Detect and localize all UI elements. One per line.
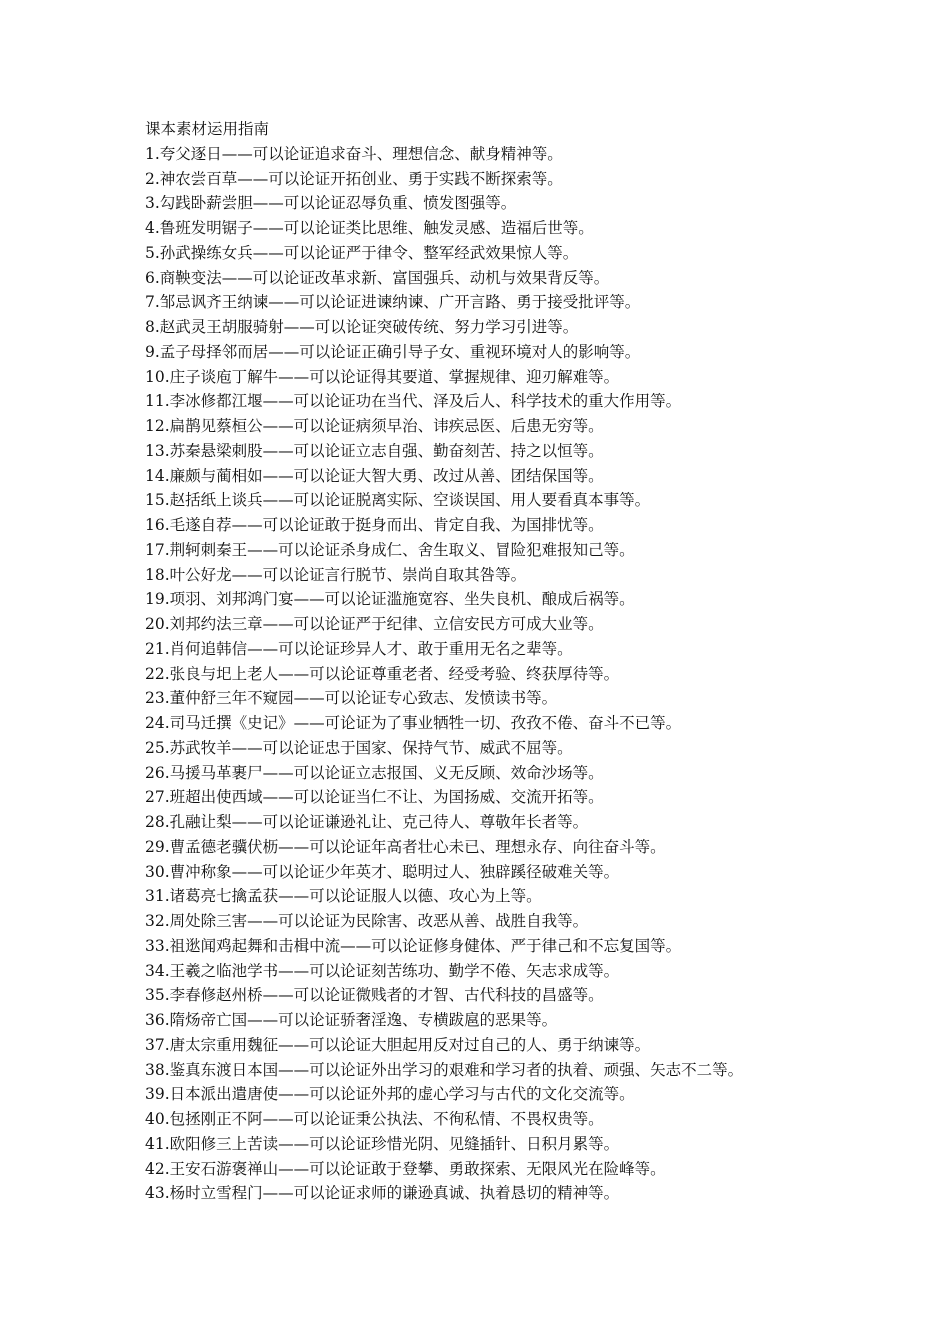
list-item: 5.孙武操练女兵——可以论证严于律令、整军经武效果惊人等。 [145, 243, 579, 262]
list-item: 29.曹孟德老骥伏枥——可以论证年高者壮心未已、理想永存、向往奋斗等。 [145, 837, 666, 856]
list-item: 27.班超出使西域——可以论证当仁不让、为国扬威、交流开拓等。 [145, 788, 604, 807]
list-item: 34.王羲之临池学书——可以论证刻苦练功、勤学不倦、矢志求成等。 [145, 961, 620, 980]
list-item: 19.项羽、刘邦鸿门宴——可以论证滥施宽容、坐失良机、酿成后祸等。 [145, 590, 635, 609]
list-item: 21.肖何追韩信——可以论证珍异人才、敢于重用无名之辈等。 [145, 639, 573, 658]
list-item: 40.包拯刚正不阿——可以论证秉公执法、不徇私情、不畏权贵等。 [145, 1110, 604, 1128]
list-item: 32.周处除三害——可以论证为民除害、改恶从善、战胜自我等。 [145, 912, 589, 930]
list-item: 15.赵括纸上谈兵——可以论证脱离实际、空谈误国、用人要看真本事等。 [145, 491, 651, 510]
document-body [145, 117, 845, 1206]
list-item: 23.董仲舒三年不窥园——可以论证专心致志、发愤读书等。 [145, 689, 558, 708]
list-item: 25.苏武牧羊——可以论证忠于国家、保持气节、威武不屈等。 [145, 738, 573, 757]
list-item: 20.刘邦约法三章——可以论证严于纪律、立信安民方可成大业等。 [145, 615, 604, 633]
list-item: 42.王安石游褒禅山——可以论证敢于登攀、勇敢探索、无限风光在险峰等。 [145, 1159, 666, 1178]
list-item: 12.扁鹊见蔡桓公——可以论证病须早治、讳疾忌医、后患无穷等。 [145, 417, 604, 435]
list-item: 26.马援马革裹尸——可以论证立志报国、义无反顾、效命沙场等。 [145, 763, 604, 782]
list-item: 11.李冰修都江堰——可以论证功在当代、泽及后人、科学技术的重大作用等。 [145, 392, 682, 411]
list-item: 41.欧阳修三上苦读——可以论证珍惜光阴、见缝插针、日积月累等。 [145, 1134, 620, 1153]
list-item: 43.杨时立雪程门——可以论证求师的谦逊真诚、执着恳切的精神等。 [145, 1184, 620, 1203]
list-item: 14.廉颇与蔺相如——可以论证大智大勇、改过从善、团结保国等。 [145, 466, 604, 485]
list-item: 37.唐太宗重用魏征——可以论证大胆起用反对过自己的人、勇于纳谏等。 [145, 1035, 651, 1054]
list-item: 2.神农尝百草——可以论证开拓创业、勇于实践不断探索等。 [145, 169, 563, 188]
list-item: 8.赵武灵王胡服骑射——可以论证突破传统、努力学习引进等。 [145, 318, 579, 336]
list-item: 35.李春修赵州桥——可以论证微贱者的才智、古代科技的昌盛等。 [145, 986, 604, 1005]
list-item: 36.隋炀帝亡国——可以论证骄奢淫逸、专横跋扈的恶果等。 [145, 1011, 558, 1029]
list-item: 16.毛遂自荐——可以论证敢于挺身而出、肯定自我、为国排忧等。 [145, 516, 604, 534]
list-item: 22.张良与圯上老人——可以论证尊重老者、经受考验、终获厚待等。 [145, 664, 620, 683]
list-item: 4.鲁班发明锯子——可以论证类比思维、触发灵感、造福后世等。 [145, 219, 594, 237]
list-item: 30.曹冲称象——可以论证少年英才、聪明过人、独辟蹊径破难关等。 [145, 862, 620, 881]
list-item: 39.日本派出遣唐使——可以论证外邦的虚心学习与古代的文化交流等。 [145, 1085, 635, 1104]
list-item: 24.司马迁撰《史记》——可论证为了事业牺牲一切、孜孜不倦、奋斗不已等。 [145, 714, 682, 732]
list-item: 38.鉴真东渡日本国——可以论证外出学习的艰难和学习者的执着、顽强、矢志不二等。 [145, 1060, 744, 1079]
list-item: 17.荆轲刺秦王——可以论证杀身成仁、舍生取义、冒险犯难报知己等。 [145, 540, 635, 559]
item-list [145, 142, 845, 1206]
list-item: 31.诸葛亮七擒孟获——可以论证服人以德、攻心为上等。 [145, 887, 542, 906]
list-item: 7.邹忌讽齐王纳谏——可以论证进谏纳谏、广开言路、勇于接受批评等。 [145, 293, 641, 312]
list-item: 33.祖逖闻鸡起舞和击楫中流——可以论证修身健体、严于律己和不忘复国等。 [145, 936, 682, 955]
list-item: 3.勾践卧薪尝胆——可以论证忍辱负重、愤发图强等。 [145, 194, 517, 213]
list-item: 6.商鞅变法——可以论证改革求新、富国强兵、动机与效果背反等。 [145, 268, 610, 287]
list-item: 10.庄子谈庖丁解牛——可以论证得其要道、掌握规律、迎刃解难等。 [145, 367, 620, 386]
list-item: 9.孟子母择邻而居——可以论证正确引导子女、重视环境对人的影响等。 [145, 342, 641, 361]
list-item: 18.叶公好龙——可以论证言行脱节、崇尚自取其咎等。 [145, 565, 527, 584]
document-title: 课本素材运用指南 [145, 120, 270, 138]
list-item: 13.苏秦悬梁刺股——可以论证立志自强、勤奋刻苦、持之以恒等。 [145, 441, 604, 460]
list-item: 1.夸父逐日——可以论证追求奋斗、理想信念、献身精神等。 [145, 144, 563, 163]
list-item: 28.孔融让梨——可以论证谦逊礼让、克己待人、尊敬年长者等。 [145, 813, 589, 831]
